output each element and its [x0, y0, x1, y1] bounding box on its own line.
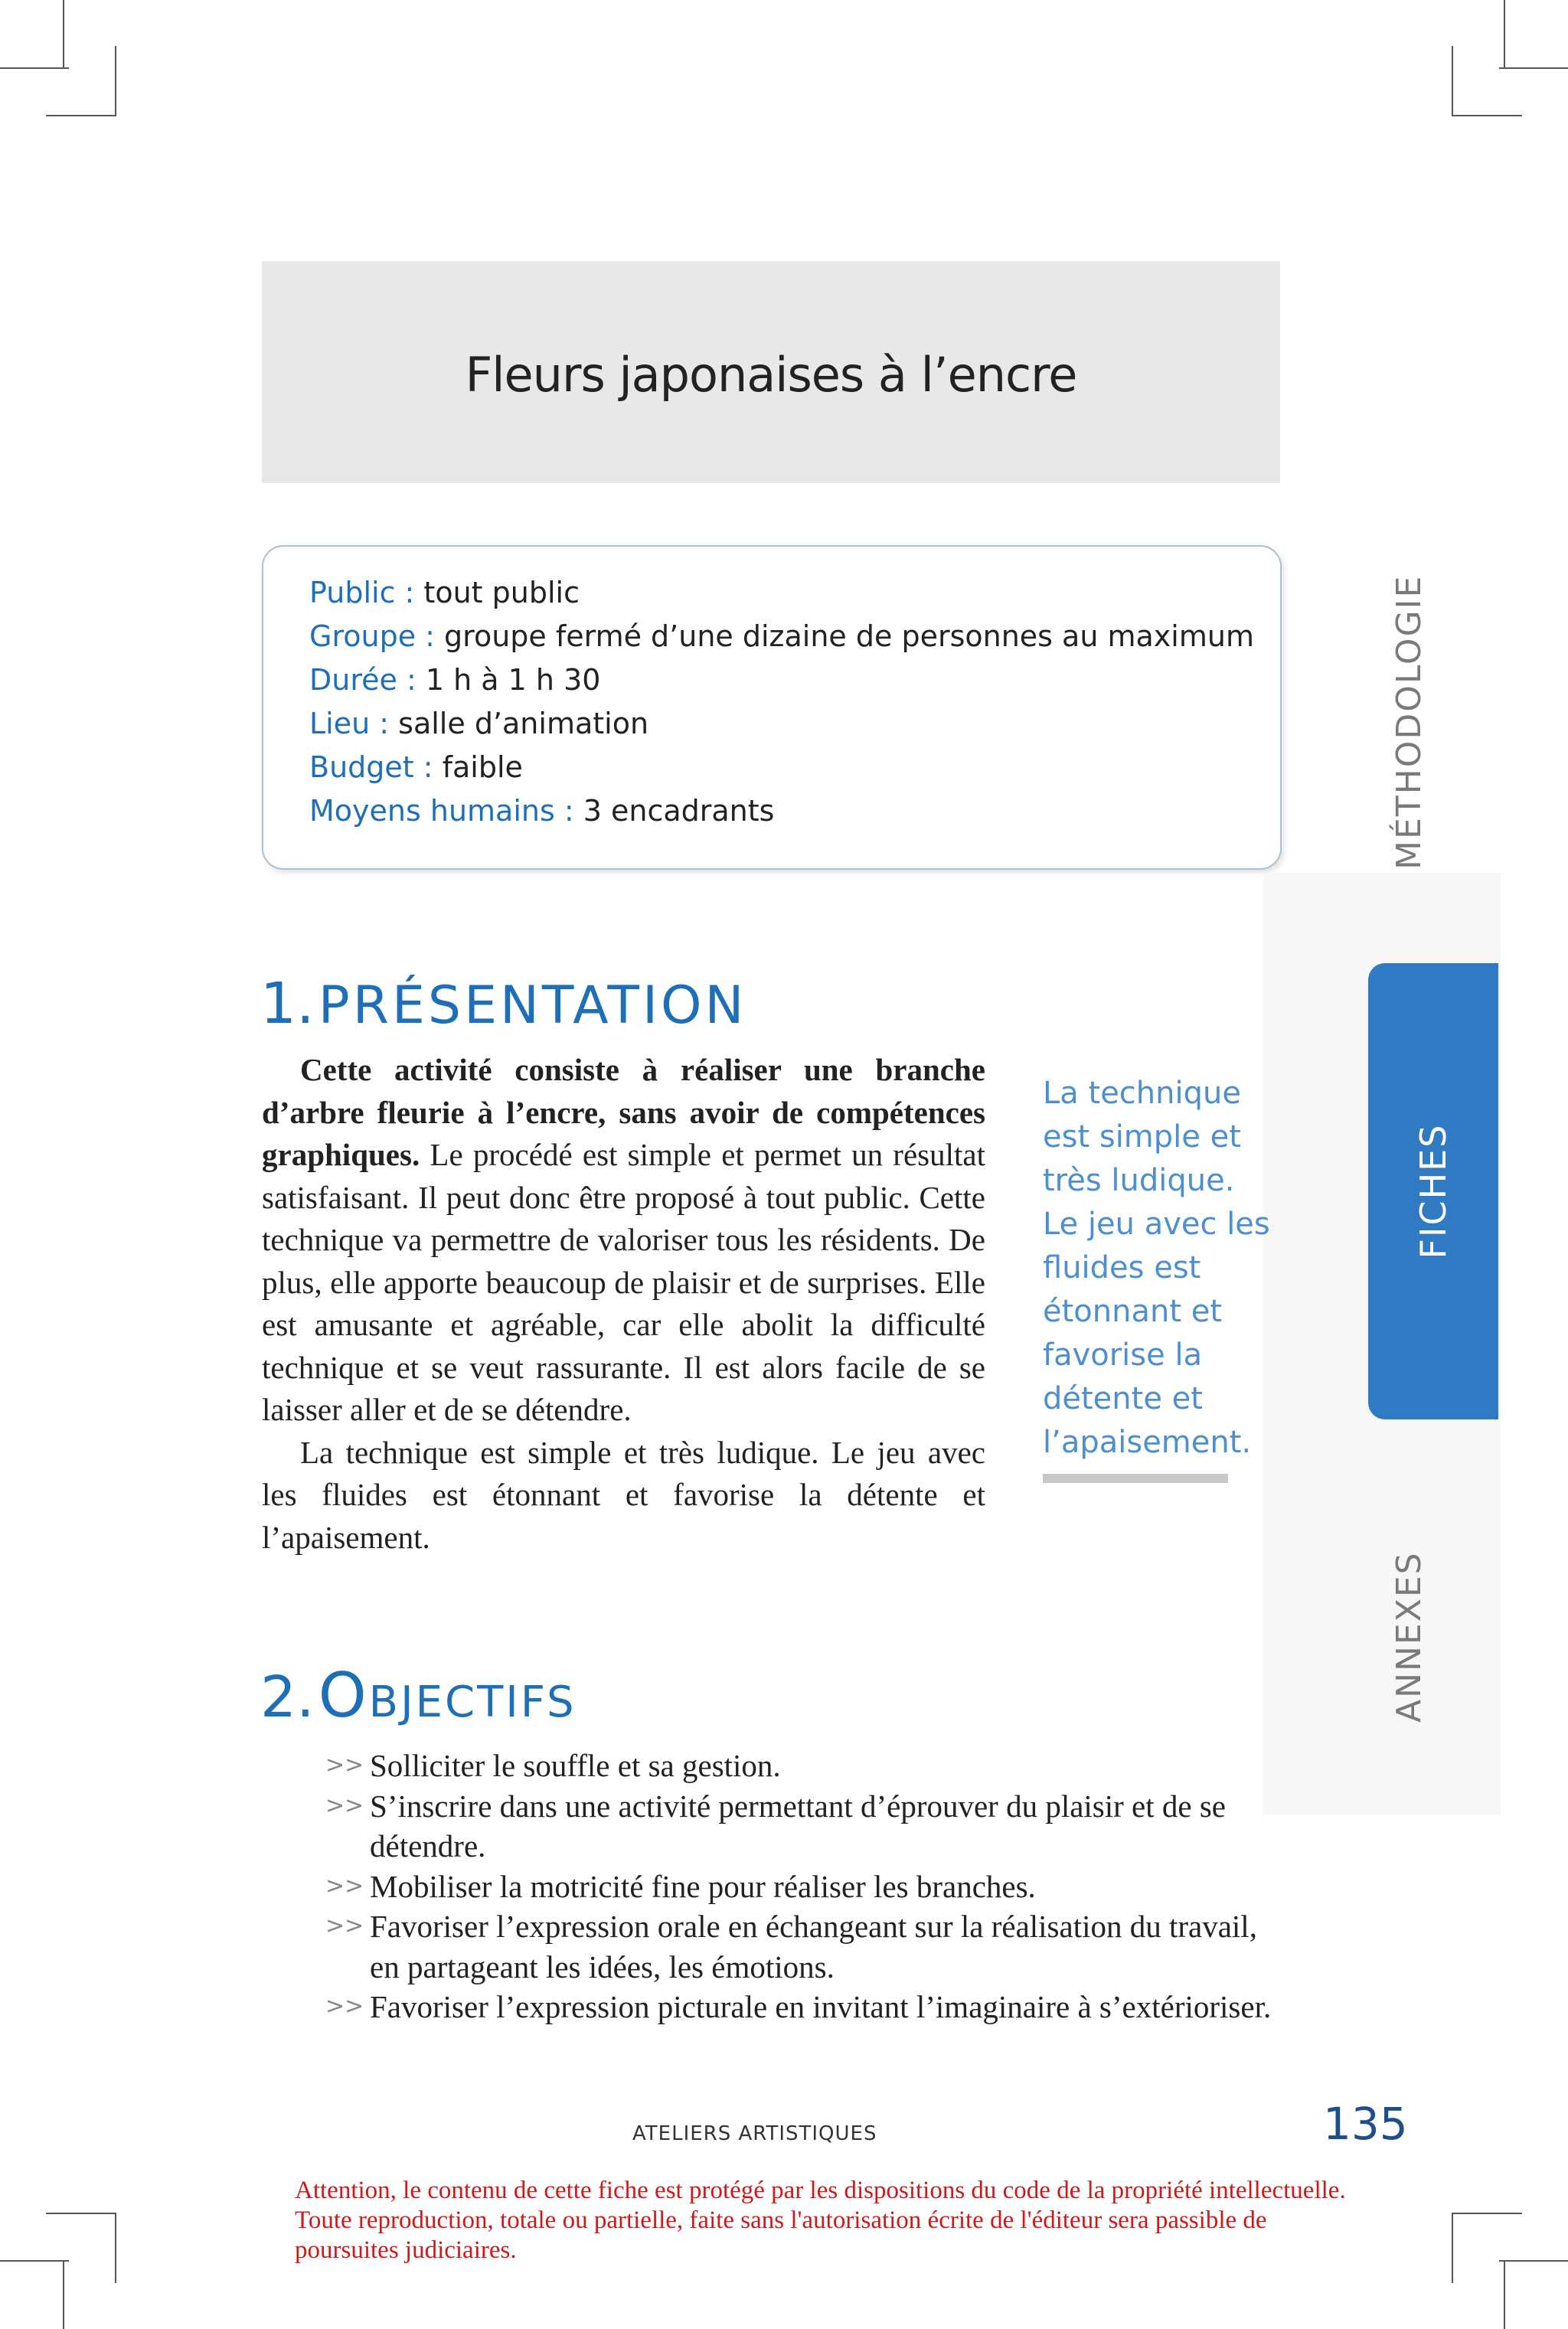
info-row-public [309, 571, 1254, 615]
crop-mark [0, 2260, 69, 2262]
list-item-text: Solliciter le souffle et sa gestion. [370, 1748, 781, 1783]
info-row-moyens [309, 789, 1254, 833]
bullet-icon: >> [325, 1913, 364, 1939]
section-title: Objectifs [318, 1660, 577, 1731]
info-key: Moyens humains : [309, 794, 574, 828]
paragraph [262, 1049, 985, 1432]
pull-quote-rule [1043, 1474, 1228, 1483]
info-value: tout public [414, 576, 580, 609]
crop-mark [115, 2213, 116, 2283]
copyright-notice: Attention, le contenu de cette fiche est protégé par les dispositions du code de la propriété intellectuelle. Toute reproduction, totale ou partielle, faite sans l'autorisation écrite de l'éditeur sera passible de poursuites judiciaires. [295, 2177, 1346, 2264]
bullet-icon: >> [325, 1792, 364, 1819]
page-title: Fleurs japonaises à l’encre [465, 347, 1077, 403]
list-item [325, 1786, 1275, 1867]
list-item [325, 1746, 1275, 1786]
info-value: faible [433, 750, 523, 784]
side-tab-methodologie[interactable]: MÉTHODOLOGIE [1390, 574, 1429, 870]
info-key: Durée : [309, 663, 416, 697]
objectives-list [325, 1746, 1275, 2027]
crop-mark [46, 115, 115, 116]
info-value: 3 encadrants [573, 794, 775, 828]
list-item-text: Favoriser l’expression picturale en invitant l’imaginaire à s’extérioriser. [370, 1989, 1272, 2024]
info-row-budget [309, 746, 1254, 789]
info-value: salle d’animation [389, 707, 649, 740]
section-heading-objectifs [260, 1660, 577, 1731]
section-title: PRÉSENTATION [318, 975, 747, 1036]
crop-mark [1452, 2213, 1453, 2283]
crop-mark [1504, 2260, 1505, 2329]
crop-mark [1453, 2213, 1522, 2214]
paragraph: La technique est simple et très ludique. Le jeu avec les fluides est étonnant et favorise la détente et l’apaisement. [262, 1434, 985, 1555]
crop-mark [1452, 46, 1453, 116]
list-item-text: S’inscrire dans une activité permettant d’éprouver du plaisir et de se détendre. [370, 1788, 1226, 1864]
info-key: Public : [309, 576, 415, 609]
crop-mark [1499, 67, 1568, 69]
list-item [325, 1867, 1275, 1907]
info-box [262, 545, 1282, 870]
crop-mark [46, 2213, 115, 2214]
info-key: Groupe : [309, 619, 435, 653]
bullet-icon: >> [325, 1872, 364, 1899]
list-item [325, 1906, 1275, 1987]
crop-mark [63, 0, 64, 69]
paragraph-rest: Le procédé est simple et permet un résultat satisfaisant. Il peut donc être proposé à tout public. Cette technique va permettre de valoriser tous les résidents. De plus, elle apporte beaucoup de plaisir et de surprises. Elle est amusante et agréable, car elle abolit la difficulté technique et se veut rassurante. Il est alors facile de se laisser aller et de se détendre. [262, 1137, 985, 1427]
section-number: 1. [260, 971, 315, 1037]
crop-mark [115, 46, 116, 116]
paragraph-lead: Cette activité consiste à réaliser une branche d’arbre fleurie à l’encre, sans avoir de compétences graphiques. [262, 1052, 985, 1172]
info-row-duree [309, 658, 1254, 702]
list-item-text: Mobiliser la motricité fine pour réaliser les branches. [370, 1868, 1036, 1904]
info-row-groupe [309, 615, 1254, 658]
section-number: 2. [260, 1664, 315, 1730]
info-list [309, 571, 1254, 833]
title-band [262, 261, 1280, 483]
crop-mark [63, 2260, 64, 2329]
section-heading-presentation [260, 971, 746, 1037]
info-key: Lieu : [309, 707, 390, 740]
info-value: 1 h à 1 h 30 [416, 663, 601, 697]
pull-quote: La technique est simple et très ludique. Le jeu avec les fluides est étonnant et favorise la détente et l’apaisement. [1043, 1076, 1270, 1460]
crop-mark [0, 67, 69, 69]
list-item [325, 1987, 1275, 2027]
info-row-lieu [309, 702, 1254, 746]
crop-mark [1453, 115, 1522, 116]
bullet-icon: >> [325, 1993, 364, 2020]
info-value: groupe fermé d’une dizaine de personnes au maximum [434, 619, 1254, 653]
crop-mark [1504, 0, 1505, 69]
bullet-icon: >> [325, 1752, 364, 1779]
side-tab-fiches[interactable] [1368, 963, 1498, 1419]
side-tab-fiches-label: FICHES [1413, 1123, 1454, 1259]
side-tab-annexes[interactable]: ANNEXES [1390, 1551, 1429, 1723]
list-item-text: Favoriser l’expression orale en échangeant sur la réalisation du travail, en partageant les idées, les émotions. [370, 1909, 1257, 1984]
crop-mark [1499, 2260, 1568, 2262]
presentation-body [262, 1049, 985, 1559]
running-footer: ATELIERS ARTISTIQUES [632, 2122, 877, 2145]
info-key: Budget : [309, 750, 433, 784]
page-number: 135 [1323, 2098, 1408, 2150]
